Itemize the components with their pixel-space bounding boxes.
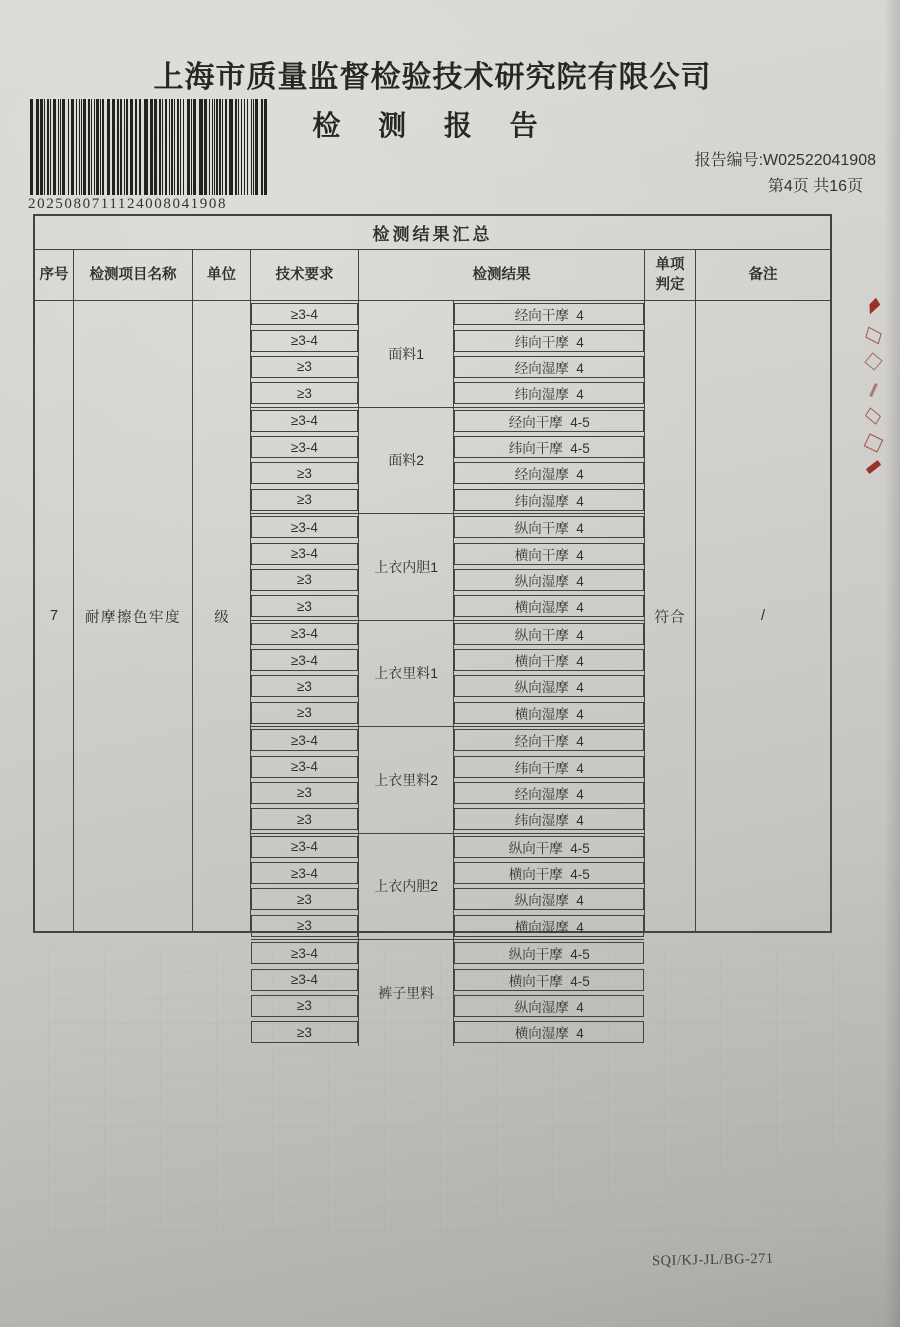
result-cell: 纵向干摩 4 (454, 623, 644, 645)
requirement-cell: ≥3 (251, 489, 358, 511)
result-cell: 横向湿摩 4 (454, 595, 644, 617)
requirement-stack (251, 408, 359, 514)
header-result: 检测结果 (359, 250, 645, 300)
material-group (251, 514, 644, 621)
remark-cell: / (760, 608, 766, 624)
material-cell: 裤子里料 (359, 940, 455, 1046)
unit-cell: 级 (193, 301, 251, 931)
red-stamp-fragment (856, 298, 890, 470)
material-group (251, 621, 644, 728)
material-group (251, 301, 644, 408)
result-stack (454, 727, 644, 833)
material-group (251, 834, 644, 941)
result-cell: 纵向湿摩 4 (454, 995, 644, 1017)
material-cell: 上衣内胆1 (359, 514, 455, 620)
stamp-mark (863, 433, 883, 452)
requirement-cell: ≥3 (251, 569, 358, 591)
material-group (251, 727, 644, 834)
result-cell: 纬向干摩 4-5 (454, 436, 644, 458)
result-cell: 横向干摩 4-5 (454, 862, 644, 884)
barcode-number: 2025080711124008041908 (28, 196, 228, 212)
header-judgment: 单项判定 (645, 250, 696, 300)
requirement-cell: ≥3 (251, 702, 358, 724)
result-cell: 横向干摩 4-5 (454, 969, 644, 991)
report-number-line (695, 148, 876, 174)
requirement-cell: ≥3-4 (251, 516, 358, 538)
requirement-cell: ≥3 (251, 888, 358, 910)
requirement-stack (251, 940, 359, 1046)
result-cell: 纵向干摩 4-5 (454, 942, 644, 964)
requirement-cell: ≥3-4 (251, 436, 358, 458)
requirement-cell: ≥3 (251, 675, 358, 697)
requirement-cell: ≥3 (251, 782, 358, 804)
item-name-cell: 耐摩擦色牢度 (74, 301, 193, 931)
result-stack (454, 940, 644, 1046)
result-stack (454, 621, 644, 727)
result-cell: 横向干摩 4 (454, 649, 644, 671)
requirement-cell: ≥3 (251, 462, 358, 484)
requirement-cell: ≥3-4 (251, 729, 358, 751)
requirement-stack (251, 727, 359, 833)
result-cell: 经向湿摩 4 (454, 782, 644, 804)
requirement-cell: ≥3-4 (251, 649, 358, 671)
result-cell: 纵向湿摩 4 (454, 569, 644, 591)
requirement-stack (251, 301, 359, 407)
mid-column (251, 301, 645, 1042)
stamp-mark (869, 382, 877, 396)
footer-document-code: SQI/KJ-JL/BG-271 (651, 1250, 774, 1270)
requirement-cell: ≥3-4 (251, 969, 358, 991)
stamp-mark (864, 297, 881, 316)
page-indicator: 第4页 共16页 (767, 178, 863, 195)
requirement-cell: ≥3-4 (251, 410, 358, 432)
header-unit: 单位 (193, 250, 251, 300)
requirement-stack (251, 621, 359, 727)
table-header-row (35, 250, 830, 301)
seq-cell: 7 (35, 301, 74, 931)
result-cell: 经向湿摩 4 (454, 462, 644, 484)
requirement-cell: ≥3 (251, 595, 358, 617)
stamp-mark (865, 326, 881, 344)
result-cell: 纵向干摩 4-5 (454, 836, 644, 858)
result-cell: 横向湿摩 4 (454, 702, 644, 724)
report-number-label: 报告编号: (694, 152, 764, 169)
requirement-stack (251, 834, 359, 940)
requirement-cell: ≥3-4 (251, 862, 358, 884)
requirement-cell: ≥3-4 (251, 330, 358, 352)
header-item-name: 检测项目名称 (74, 250, 193, 300)
requirement-cell: ≥3 (251, 1021, 358, 1043)
requirement-cell: ≥3-4 (251, 543, 358, 565)
result-cell: 纵向湿摩 4 (454, 675, 644, 697)
material-cell: 上衣里料2 (359, 727, 455, 833)
material-cell: 面料1 (359, 301, 455, 407)
requirement-cell: ≥3-4 (251, 623, 358, 645)
header-seq: 序号 (35, 250, 74, 300)
result-stack (454, 408, 644, 514)
result-cell: 纵向干摩 4 (454, 516, 644, 538)
result-cell: 纬向干摩 4 (454, 330, 644, 352)
header-requirement: 技术要求 (251, 250, 359, 300)
requirement-stack (251, 514, 359, 620)
header-remark: 备注 (748, 266, 778, 283)
result-cell: 经向干摩 4 (454, 303, 644, 325)
material-cell: 上衣里料1 (359, 621, 455, 727)
result-cell: 纵向湿摩 4 (454, 888, 644, 910)
requirement-cell: ≥3 (251, 995, 358, 1017)
result-stack (454, 514, 644, 620)
result-cell: 经向干摩 4-5 (454, 410, 644, 432)
requirement-cell: ≥3 (251, 382, 358, 404)
result-stack (454, 834, 644, 940)
result-cell: 纬向干摩 4 (454, 756, 644, 778)
requirement-cell: ≥3 (251, 356, 358, 378)
stamp-mark (864, 352, 882, 370)
result-cell: 纬向湿摩 4 (454, 808, 644, 830)
result-stack (454, 301, 644, 407)
stamp-mark (865, 407, 881, 425)
result-cell: 纬向湿摩 4 (454, 382, 644, 404)
result-cell: 横向湿摩 4 (454, 1021, 644, 1043)
material-cell: 上衣内胆2 (359, 834, 455, 940)
result-cell: 纬向湿摩 4 (454, 489, 644, 511)
document-title: 检 测 报 告 (312, 110, 553, 141)
report-number-value: W02522041908 (763, 152, 876, 169)
requirement-cell: ≥3-4 (251, 942, 358, 964)
material-cell: 面料2 (359, 408, 455, 514)
judgment-cell: 符合 (645, 301, 696, 931)
requirement-cell: ≥3-4 (251, 303, 358, 325)
result-cell: 横向湿摩 4 (454, 915, 644, 937)
material-group (251, 408, 644, 515)
requirement-cell: ≥3 (251, 915, 358, 937)
requirement-cell: ≥3 (251, 808, 358, 830)
stamp-mark (865, 460, 881, 474)
results-table (33, 214, 832, 1042)
result-cell: 经向湿摩 4 (454, 356, 644, 378)
requirement-cell: ≥3-4 (251, 836, 358, 858)
result-cell: 经向干摩 4 (454, 729, 644, 751)
table-body (35, 301, 830, 1042)
table-title: 检测结果汇总 (35, 216, 830, 250)
material-group (251, 940, 644, 1046)
requirement-cell: ≥3-4 (251, 756, 358, 778)
organization-title: 上海市质量监督检验技术研究院有限公司 (153, 61, 712, 94)
report-meta (695, 148, 876, 200)
result-cell: 横向干摩 4 (454, 543, 644, 565)
